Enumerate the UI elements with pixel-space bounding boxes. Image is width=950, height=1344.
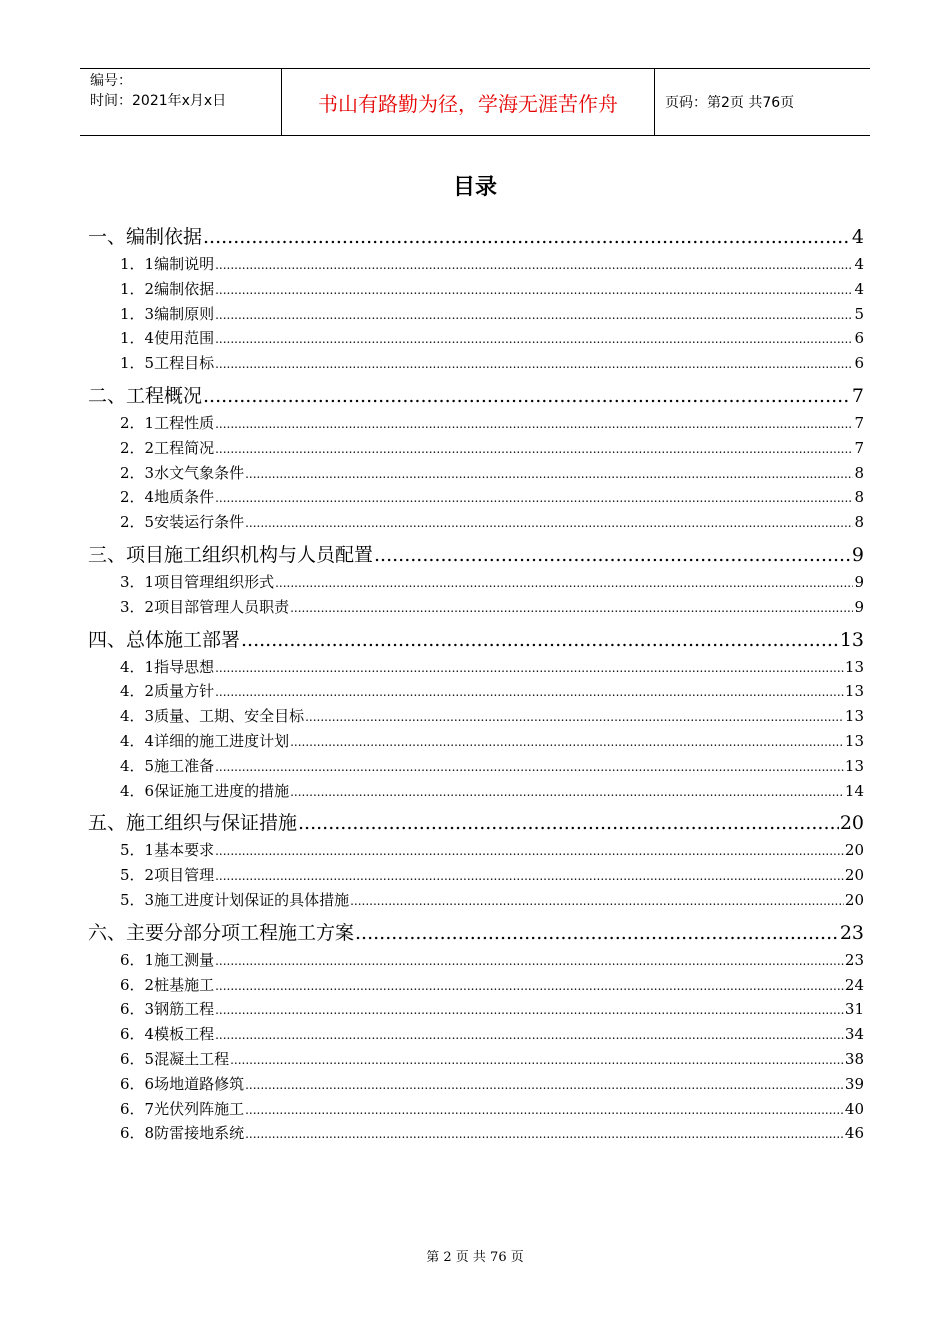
dot-leader (245, 516, 853, 530)
toc-entry-page-number: 20 (844, 866, 864, 885)
toc-entry[interactable] (88, 680, 864, 705)
dot-leader (203, 385, 851, 407)
dot-leader (215, 844, 844, 858)
toc-entry-title: 1．1编制说明 (120, 255, 215, 273)
toc-entry-title: 4．1指导思想 (120, 657, 215, 676)
toc-entry-page-number: 9 (854, 572, 864, 591)
toc-entry-page-number: 7 (854, 413, 864, 432)
dot-leader (215, 417, 853, 431)
toc-entry[interactable] (88, 1073, 864, 1098)
toc-entry-title: 1．3编制原则 (120, 304, 215, 323)
toc-entry[interactable] (88, 889, 864, 914)
toc-entry-title: 2．3水文气象条件 (120, 463, 245, 482)
page-title: 目录 (452, 175, 497, 200)
toc-entry[interactable] (88, 1023, 864, 1048)
toc-entry-title: 6．2桩基施工 (120, 975, 215, 994)
toc-entry-title: 4．2质量方针 (120, 682, 215, 701)
toc-entry-title: 6．6场地道路修筑 (120, 1074, 245, 1093)
toc-entry[interactable] (88, 755, 864, 780)
dot-leader (374, 544, 851, 566)
toc-section-page-number: 13 (839, 628, 864, 651)
dot-leader (245, 1078, 844, 1092)
toc-entry[interactable] (88, 974, 864, 999)
toc-entry[interactable] (88, 303, 864, 328)
dot-leader (215, 357, 853, 371)
toc-entry[interactable] (88, 412, 864, 437)
toc-entry-page-number: 13 (844, 731, 864, 750)
toc-entry-page-number: 38 (844, 1049, 864, 1068)
toc-entry[interactable] (88, 730, 864, 755)
toc-entry-title: 4．5施工准备 (120, 756, 215, 775)
dot-leader (215, 954, 844, 968)
dot-leader (350, 894, 844, 908)
toc-entry-page-number: 13 (844, 657, 864, 676)
toc-entry-title: 5．1基本要求 (120, 841, 215, 860)
toc-entry[interactable] (88, 1098, 864, 1123)
dot-leader (215, 685, 844, 699)
dot-leader (245, 1103, 844, 1117)
toc-entry[interactable] (88, 839, 864, 864)
toc-section-title: 二、工程概况 (88, 384, 203, 407)
dot-leader (245, 467, 853, 481)
toc-entry-page-number: 20 (844, 841, 864, 860)
toc-entry[interactable] (88, 462, 864, 487)
toc-entry-title: 1．4使用范围 (120, 329, 215, 348)
dot-leader (215, 979, 844, 993)
toc-entry-title: 1．2编制依据 (120, 279, 215, 298)
header-meta (80, 69, 282, 135)
toc-section-page-number: 7 (851, 384, 864, 407)
dot-leader (290, 601, 853, 615)
toc-section-page-number: 9 (851, 543, 864, 566)
document-time-label: 时间：2021年x月x日 (90, 93, 227, 109)
dot-leader (203, 226, 851, 248)
toc-entry-page-number: 7 (854, 438, 864, 457)
toc-entry-title: 6．7光伏列阵施工 (120, 1099, 245, 1118)
dot-leader (241, 629, 839, 651)
toc-entry-title: 2．5安装运行条件 (120, 513, 245, 532)
dot-leader (305, 710, 844, 724)
toc-section[interactable] (88, 808, 864, 839)
toc-entry[interactable] (88, 278, 864, 303)
toc-entry-page-number: 14 (844, 781, 864, 800)
toc-entry-page-number: 24 (844, 975, 864, 994)
toc-entry-title: 2．4地质条件 (120, 488, 215, 507)
toc-entry-page-number: 4 (854, 279, 864, 298)
toc-section-title: 一、编制依据 (88, 226, 203, 248)
toc-section-page-number: 4 (851, 226, 864, 248)
toc-entry[interactable] (88, 998, 864, 1023)
toc-entry-title: 4．4详细的施工进度计划 (120, 731, 290, 750)
toc-section-title: 五、施工组织与保证措施 (88, 812, 298, 835)
toc-entry[interactable] (88, 571, 864, 596)
toc-entry[interactable] (88, 327, 864, 352)
dot-leader (215, 258, 853, 272)
toc-entry-title: 6．3钢筋工程 (120, 1000, 215, 1019)
toc-entry[interactable] (88, 352, 864, 377)
toc-entry-page-number: 6 (854, 354, 864, 373)
toc-entry-page-number: 46 (844, 1124, 864, 1143)
toc-entry-page-number: 13 (844, 682, 864, 701)
toc-entry[interactable] (88, 1122, 864, 1147)
toc-section[interactable] (88, 625, 864, 656)
toc-entry[interactable] (88, 596, 864, 621)
toc-entry[interactable] (88, 705, 864, 730)
toc-entry[interactable] (88, 511, 864, 536)
toc-entry-title: 1．5工程目标 (120, 354, 215, 373)
dot-leader (215, 1003, 844, 1017)
toc-section-title: 四、总体施工部署 (88, 628, 241, 651)
dot-leader (298, 812, 839, 834)
toc-entry[interactable] (88, 486, 864, 511)
dot-leader (290, 785, 844, 799)
toc-section[interactable] (88, 381, 864, 412)
toc-entry-title: 3．1项目管理组织形式 (120, 572, 275, 591)
toc-section-page-number: 23 (839, 921, 864, 944)
toc-section[interactable] (88, 540, 864, 571)
toc-entry-title: 5．3施工进度计划保证的具体措施 (120, 890, 350, 909)
toc-entry-page-number: 23 (844, 950, 864, 969)
toc-section[interactable] (88, 222, 864, 253)
document-number-label: 编号： (90, 73, 132, 89)
toc-entry-title: 2．2工程简况 (120, 438, 215, 457)
toc-entry-page-number: 13 (844, 756, 864, 775)
toc-entry-page-number: 40 (844, 1099, 864, 1118)
toc-section-page-number: 20 (839, 812, 864, 835)
toc-entry-title: 2．1工程性质 (120, 413, 215, 432)
toc-entry-page-number: 20 (844, 890, 864, 909)
toc-entry[interactable] (88, 864, 864, 889)
toc-entry-page-number: 9 (854, 597, 864, 616)
toc-entry-page-number: 39 (844, 1074, 864, 1093)
toc-entry-page-number: 34 (844, 1025, 864, 1044)
dot-leader (215, 661, 844, 675)
dot-leader (215, 332, 853, 346)
toc-entry[interactable] (88, 949, 864, 974)
toc-entry-page-number: 13 (844, 707, 864, 726)
toc-entry-title: 6．8防雷接地系统 (120, 1124, 245, 1143)
dot-leader (290, 735, 844, 749)
header-page-info: 页码：第2页 共76页 (665, 95, 795, 111)
toc-entry-title: 4．3质量、工期、安全目标 (120, 707, 305, 726)
toc-entry[interactable] (88, 437, 864, 462)
toc-entry-page-number: 4 (854, 255, 864, 273)
toc-section-title: 六、主要分部分项工程施工方案 (88, 921, 355, 944)
dot-leader (215, 442, 853, 456)
toc-entry[interactable] (88, 253, 864, 278)
toc-entry-title: 6．1施工测量 (120, 950, 215, 969)
dot-leader (215, 308, 853, 322)
toc-entry-title: 3．2项目部管理人员职责 (120, 597, 290, 616)
toc-entry-page-number: 6 (854, 329, 864, 348)
toc-section[interactable] (88, 918, 864, 949)
toc-entry-title: 4．6保证施工进度的措施 (120, 781, 290, 800)
dot-leader (245, 1127, 844, 1141)
dot-leader (275, 576, 853, 590)
dot-leader (215, 869, 844, 883)
toc-entry-page-number: 5 (854, 304, 864, 323)
page-footer: 第 2 页 共 76 页 (426, 1250, 524, 1265)
toc-entry-page-number: 31 (844, 1000, 864, 1019)
toc-entry-page-number: 8 (854, 463, 864, 482)
header-motto: 书山有路勤为径，学海无涯苦作舟 (282, 69, 655, 135)
dot-leader (215, 283, 853, 297)
toc-entry-page-number: 8 (854, 513, 864, 532)
toc-section-title: 三、项目施工组织机构与人员配置 (88, 543, 374, 566)
toc-entry[interactable] (88, 1048, 864, 1073)
page-header (80, 68, 870, 136)
toc-entry-title: 6．5混凝土工程 (120, 1049, 230, 1068)
dot-leader (215, 1028, 844, 1042)
toc-entry-title: 6．4模板工程 (120, 1025, 215, 1044)
toc-entry[interactable] (88, 656, 864, 681)
dot-leader (230, 1053, 844, 1067)
toc-entry-page-number: 8 (854, 488, 864, 507)
dot-leader (355, 922, 839, 944)
dot-leader (215, 760, 844, 774)
table-of-contents (88, 218, 864, 1147)
toc-entry-title: 5．2项目管理 (120, 866, 215, 885)
toc-entry[interactable] (88, 780, 864, 805)
dot-leader (215, 491, 853, 505)
